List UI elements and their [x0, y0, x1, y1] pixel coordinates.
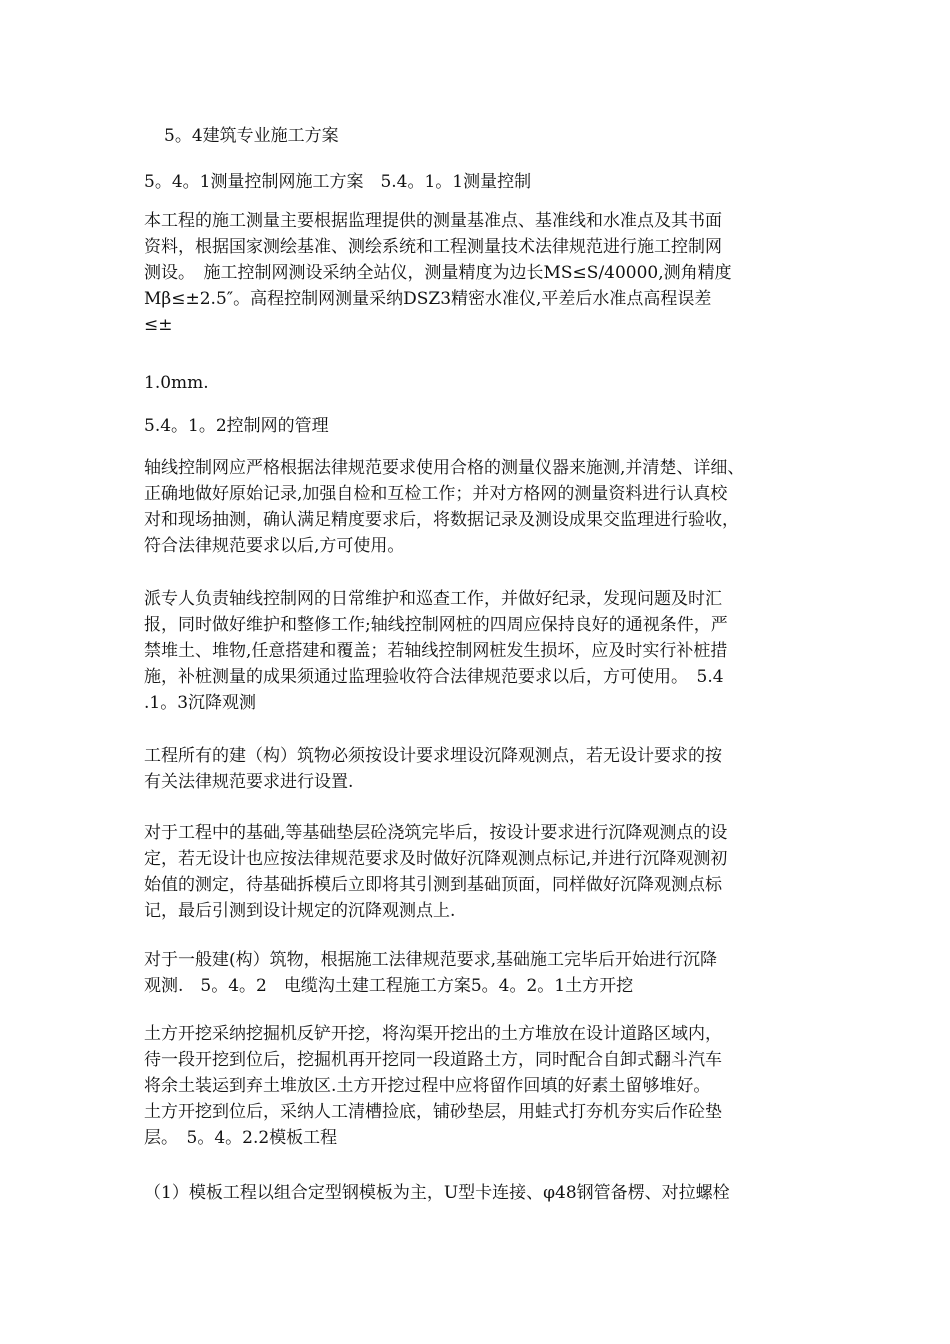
paragraph-line: 对和现场抽测，确认满足精度要求后，将数据记录及测设成果交监理进行验收， [144, 510, 739, 530]
heading-text: 5。4。1测量控制网施工方案 5.4。1。1测量控制 [144, 172, 532, 192]
paragraph-line: 对于工程中的基础,等基础垫层砼浇筑完毕后，按设计要求进行沉降观测点的设 [144, 823, 728, 843]
paragraph-line: Mβ≤±2.5″。高程控制网测量采纳DSZ3精密水准仪,平差后水准点高程误差 [144, 289, 712, 309]
heading-text: 5。4建筑专业施工方案 [164, 126, 339, 146]
heading-text: 5.4。1。2控制网的管理 [144, 416, 329, 436]
paragraph-line: 土方开挖采纳挖掘机反铲开挖，将沟渠开挖出的土方堆放在设计道路区域内， [144, 1024, 722, 1044]
paragraph-line: 层。 5。4。2.2模板工程 [144, 1128, 338, 1148]
paragraph-line: 待一段开挖到位后，挖掘机再开挖同一段道路土方，同时配合自卸式翻斗汽车 [144, 1050, 722, 1070]
paragraph-settlement-points [144, 743, 814, 795]
paragraph-line: 资料，根据国家测绘基准、测绘系统和工程测量技术法律规范进行施工控制网 [144, 237, 722, 257]
paragraph-line: 有关法律规范要求进行设置. [144, 772, 354, 792]
section-heading-5-4 [164, 123, 834, 149]
paragraph-survey-basis [144, 208, 814, 338]
paragraph-line: 土方开挖到位后，采纳人工清槽捡底，铺砂垫层，用蛙式打夯机夯实后作砼垫 [144, 1102, 722, 1122]
paragraph-line: 工程所有的建（构）筑物必须按设计要求埋设沉降观测点，若无设计要求的按 [144, 746, 722, 766]
paragraph-line: 定，若无设计也应按法律规范要求及时做好沉降观测点标记,并进行沉降观测初 [144, 849, 728, 869]
paragraph-tolerance [144, 370, 814, 396]
section-heading-5-4-1 [144, 169, 814, 195]
paragraph-line: 报，同时做好维护和整修工作;轴线控制网桩的四周应保持良好的通视条件，严 [144, 615, 728, 635]
paragraph-line: 禁堆土、堆物,任意搭建和覆盖；若轴线控制网桩发生损坏，应及时实行补桩措 [144, 641, 728, 661]
paragraph-line: 派专人负责轴线控制网的日常维护和巡查工作，并做好纪录，发现问题及时汇 [144, 589, 722, 609]
paragraph-line: 1.0mm. [144, 373, 209, 393]
paragraph-line: 测设。 施工控制网测设采纳全站仪，测量精度为边长MS≤S/40000,测角精度 [144, 263, 732, 283]
paragraph-formwork [144, 1180, 814, 1206]
paragraph-general-buildings [144, 947, 814, 999]
paragraph-maintenance [144, 586, 814, 716]
paragraph-line: 记，最后引测到设计规定的沉降观测点上. [144, 901, 456, 921]
paragraph-excavation [144, 1021, 814, 1151]
section-heading-5-4-1-2 [144, 413, 814, 439]
paragraph-line: 对于一般建(构）筑物，根据施工法律规范要求,基础施工完毕后开始进行沉降 [144, 950, 718, 970]
paragraph-line: 始值的测定，待基础拆模后立即将其引测到基础顶面，同样做好沉降观测点标 [144, 875, 722, 895]
paragraph-line: .1。3沉降观测 [144, 693, 257, 713]
paragraph-line: 施，补桩测量的成果须通过监理验收符合法律规范要求以后，方可使用。 5.4 [144, 667, 724, 687]
paragraph-line: （1）模板工程以组合定型钢模板为主，U型卡连接、φ48钢管备楞、对拉螺栓 [144, 1183, 730, 1203]
paragraph-line: 正确地做好原始记录,加强自检和互检工作；并对方格网的测量资料进行认真校 [144, 484, 728, 504]
paragraph-line: 观测. 5。4。2 电缆沟土建工程施工方案5。4。2。1土方开挖 [144, 976, 634, 996]
paragraph-foundation [144, 820, 814, 924]
paragraph-line: 将余土装运到弃土堆放区.土方开挖过程中应将留作回填的好素土留够堆好。 [144, 1076, 711, 1096]
paragraph-control-network [144, 455, 814, 559]
paragraph-line: 符合法律规范要求以后,方可使用。 [144, 536, 405, 556]
paragraph-line: 本工程的施工测量主要根据监理提供的测量基准点、基准线和水准点及其书面 [144, 211, 722, 231]
paragraph-line: 轴线控制网应严格根据法律规范要求使用合格的测量仪器来施测,并清楚、详细、 [144, 458, 745, 478]
paragraph-line: ≤± [144, 315, 173, 335]
